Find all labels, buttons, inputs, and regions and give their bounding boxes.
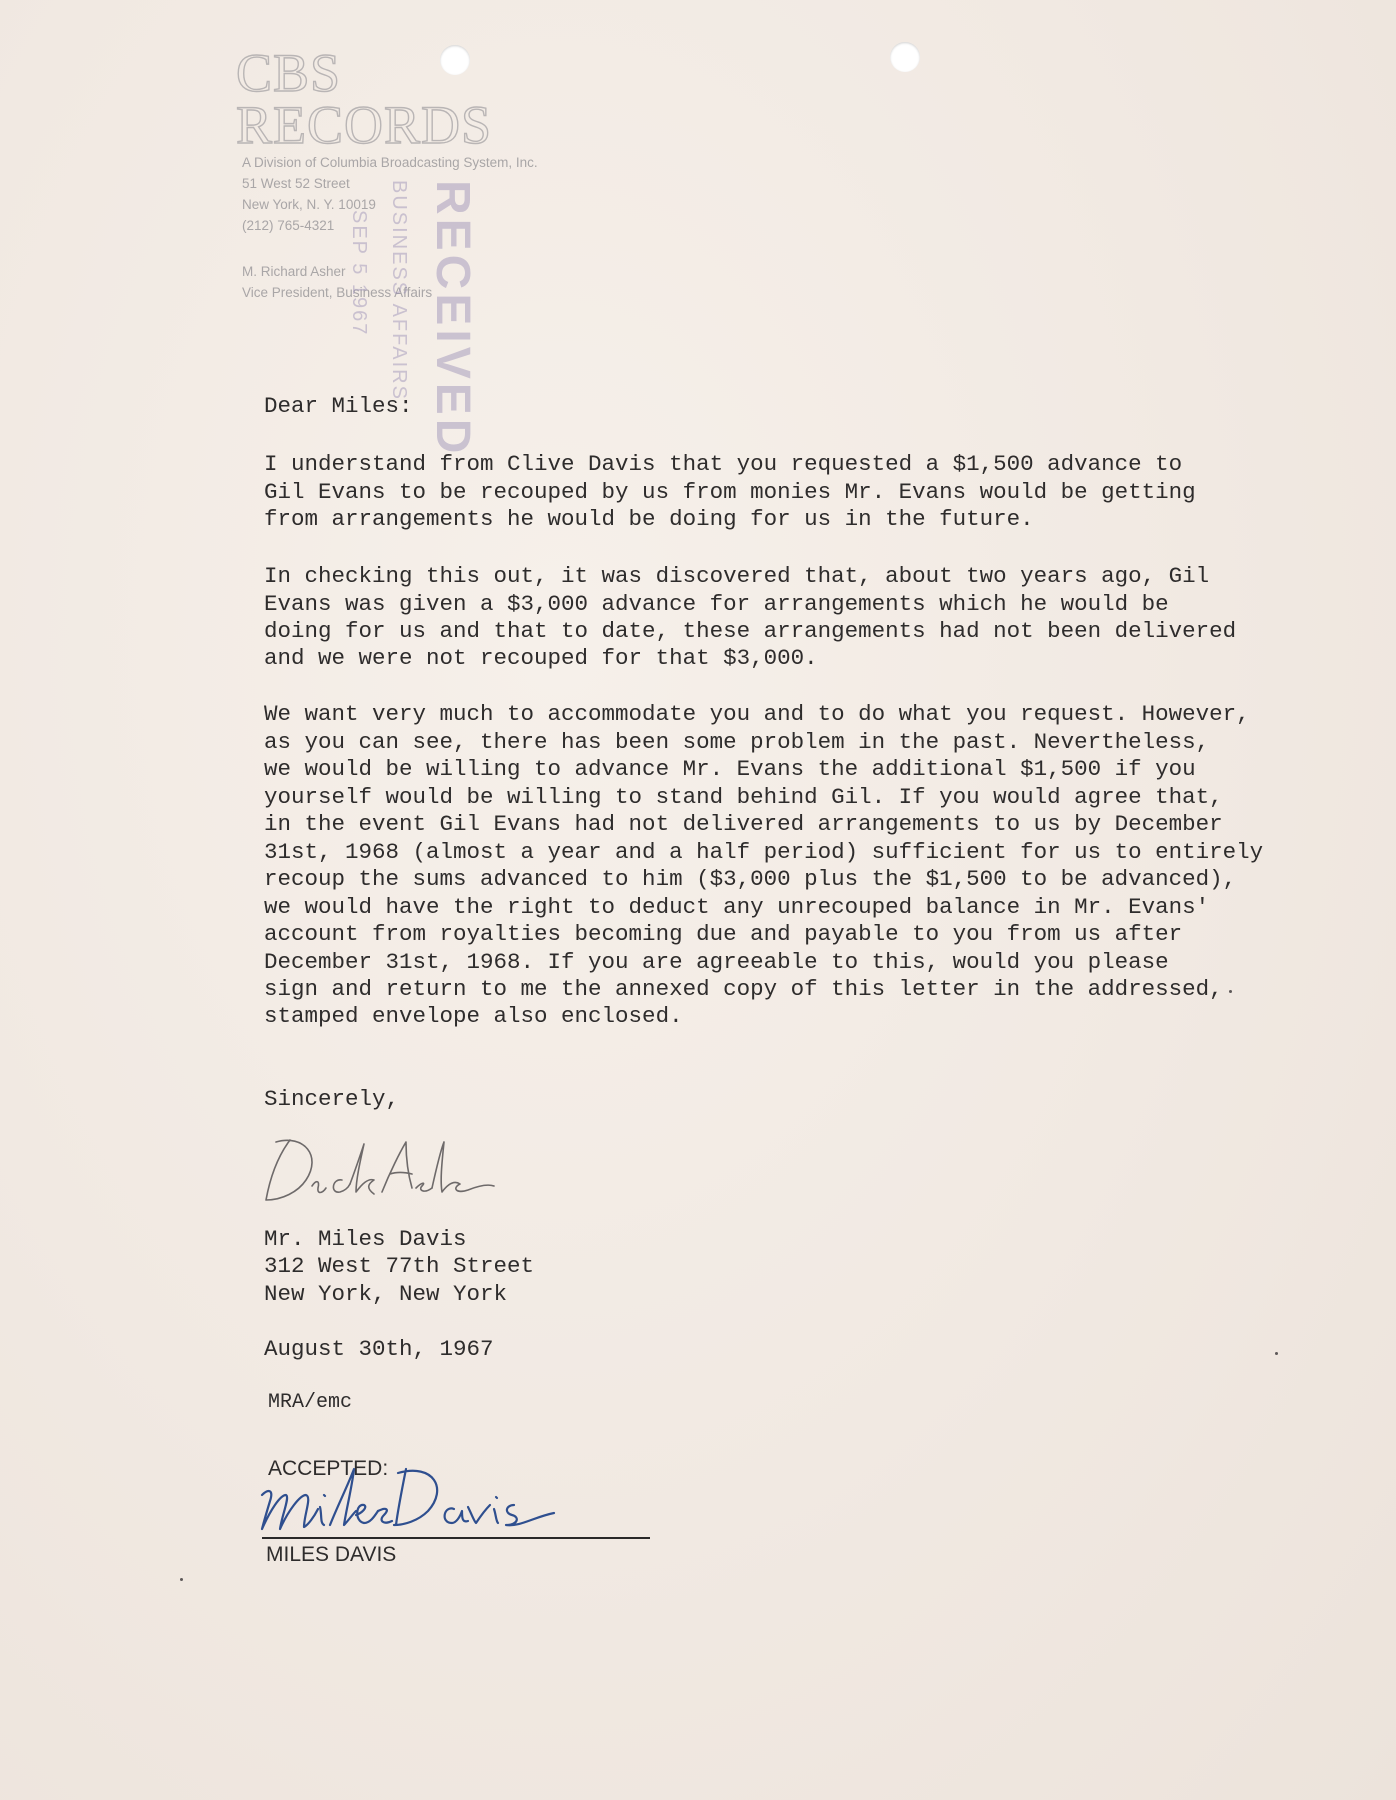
letterhead-sender-name: M. Richard Asher <box>242 264 346 279</box>
accepted-name: MILES DAVIS <box>266 1543 397 1566</box>
sender-signature <box>256 1128 496 1208</box>
reference-initials: MRA/emc <box>268 1391 353 1414</box>
stamp-line-department: BUSINESS AFFAIRS <box>388 180 410 401</box>
recipient-city: New York, New York <box>264 1281 508 1307</box>
paragraph-line: December 31st, 1968. If you are agreeable to this, would you please <box>264 949 1169 975</box>
paper-speck <box>1275 1352 1278 1355</box>
letterhead-city: New York, N. Y. 10019 <box>242 197 376 212</box>
paragraph-line: sign and return to me the annexed copy of this letter in the addressed, <box>264 976 1223 1002</box>
recipient-name: Mr. Miles Davis <box>264 1226 467 1252</box>
logo-line-records: RECORDS <box>236 95 493 155</box>
accepted-label: ACCEPTED: <box>268 1457 389 1480</box>
paragraph-line: doing for us and that to date, these arrangements had not been delivered <box>264 618 1237 644</box>
letterhead-street: 51 West 52 Street <box>242 176 350 191</box>
stamp-line-date: SEP 5 1967 <box>348 210 370 337</box>
signature-line <box>262 1537 650 1539</box>
letterhead-phone: (212) 765-4321 <box>242 218 335 233</box>
letter-date: August 30th, 1967 <box>264 1336 494 1362</box>
paragraph-line: from arrangements he would be doing for us in the future. <box>264 506 1034 532</box>
paragraph-line: recoup the sums advanced to him ($3,000 plus the $1,500 to be advanced), <box>264 866 1237 892</box>
paragraph-line: in the event Gil Evans had not delivered arrangements to us by December <box>264 811 1223 837</box>
punch-hole-right <box>890 42 920 72</box>
paragraph-line: we would be willing to advance Mr. Evans the additional $1,500 if you <box>264 756 1196 782</box>
paragraph-line: 31st, 1968 (almost a year and a half period) sufficient for us to entirely <box>264 839 1264 865</box>
paper-speck <box>180 1578 183 1581</box>
stamp-word: RECEIVED <box>426 180 479 458</box>
paragraph-line: and we were not recouped for that $3,000. <box>264 645 818 671</box>
paragraph-line: stamped envelope also enclosed. <box>264 1003 683 1029</box>
paragraph-line: as you can see, there has been some problem in the past. Nevertheless, <box>264 729 1210 755</box>
salutation: Dear Miles: <box>264 393 413 419</box>
paragraph-line: yourself would be willing to stand behind Gil. If you would agree that, <box>264 784 1223 810</box>
letterhead-sender-title: Vice President, Business Affairs <box>242 285 433 300</box>
paragraph-line: We want very much to accommodate you and to do what you request. However, <box>264 701 1250 727</box>
paragraph-line: Gil Evans to be recouped by us from monies Mr. Evans would be getting <box>264 479 1196 505</box>
logo-line-cbs: CBS <box>236 43 342 103</box>
paragraph-line: account from royalties becoming due and payable to you from us after <box>264 921 1183 947</box>
punch-hole-left <box>440 45 470 75</box>
paragraph-line: In checking this out, it was discovered that, about two years ago, Gil <box>264 563 1210 589</box>
paper-speck <box>1229 990 1232 993</box>
paragraph-line: Evans was given a $3,000 advance for arrangements which he would be <box>264 591 1169 617</box>
paragraph-line: I understand from Clive Davis that you requested a $1,500 advance to <box>264 451 1183 477</box>
closing: Sincerely, <box>264 1086 400 1112</box>
letterhead-division: A Division of Columbia Broadcasting System, Inc. <box>242 155 538 170</box>
recipient-street: 312 West 77th Street <box>264 1253 535 1279</box>
paragraph-line: we would have the right to deduct any unrecouped balance in Mr. Evans' <box>264 894 1210 920</box>
recipient-signature <box>258 1455 558 1535</box>
